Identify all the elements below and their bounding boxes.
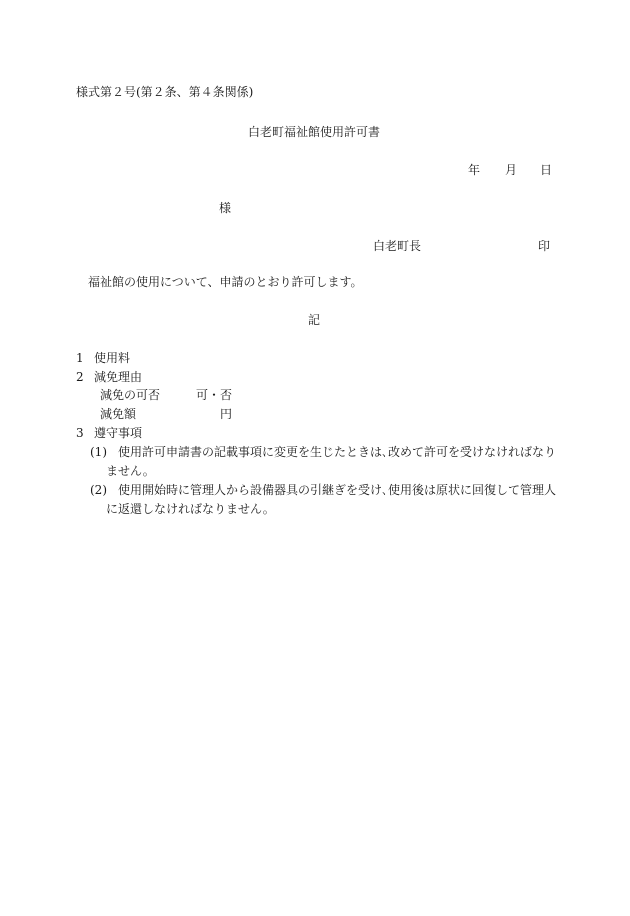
approval-value: 可・否 bbox=[196, 388, 233, 402]
item-1-label: 使用料 bbox=[94, 351, 131, 365]
note-heading: 記 bbox=[308, 313, 321, 327]
date-day: 日 bbox=[540, 163, 553, 177]
addressee-suffix: 様 bbox=[219, 201, 232, 215]
item-3-number: 3 bbox=[76, 426, 84, 440]
item-2-label: 減免理由 bbox=[94, 370, 143, 384]
compliance-1-number: (1) bbox=[90, 445, 107, 459]
issuer-name: 白老町長 bbox=[373, 239, 422, 253]
body-text: 福祉館の使用について、申請のとおり許可します。 bbox=[88, 275, 363, 289]
compliance-1-text: 使用許可申請書の記載事項に変更を生じたときは､改めて許可を受けなければなり bbox=[118, 445, 557, 459]
compliance-2-text: 使用開始時に管理人から設備器具の引継ぎを受け､使用後は原状に回復して管理人 bbox=[118, 483, 557, 497]
item-3-label: 遵守事項 bbox=[94, 426, 143, 440]
reduction-amount-unit: 円 bbox=[220, 407, 233, 421]
reduction-amount-label: 減免額 bbox=[100, 407, 137, 421]
issuer-seal: 印 bbox=[538, 239, 551, 253]
date-year: 年 bbox=[468, 163, 481, 177]
item-2-number: 2 bbox=[76, 370, 84, 384]
compliance-1-text-continued: ません。 bbox=[106, 464, 155, 478]
compliance-2-text-continued: に返還しなければなりません。 bbox=[106, 502, 275, 516]
document-title: 白老町福祉館使用許可書 bbox=[248, 125, 381, 139]
compliance-2-number: (2) bbox=[90, 483, 107, 497]
approval-label: 減免の可否 bbox=[100, 388, 161, 402]
form-number: 様式第２号(第２条、第４条関係) bbox=[76, 85, 254, 99]
date-month: 月 bbox=[505, 163, 518, 177]
item-1-number: 1 bbox=[76, 351, 84, 365]
